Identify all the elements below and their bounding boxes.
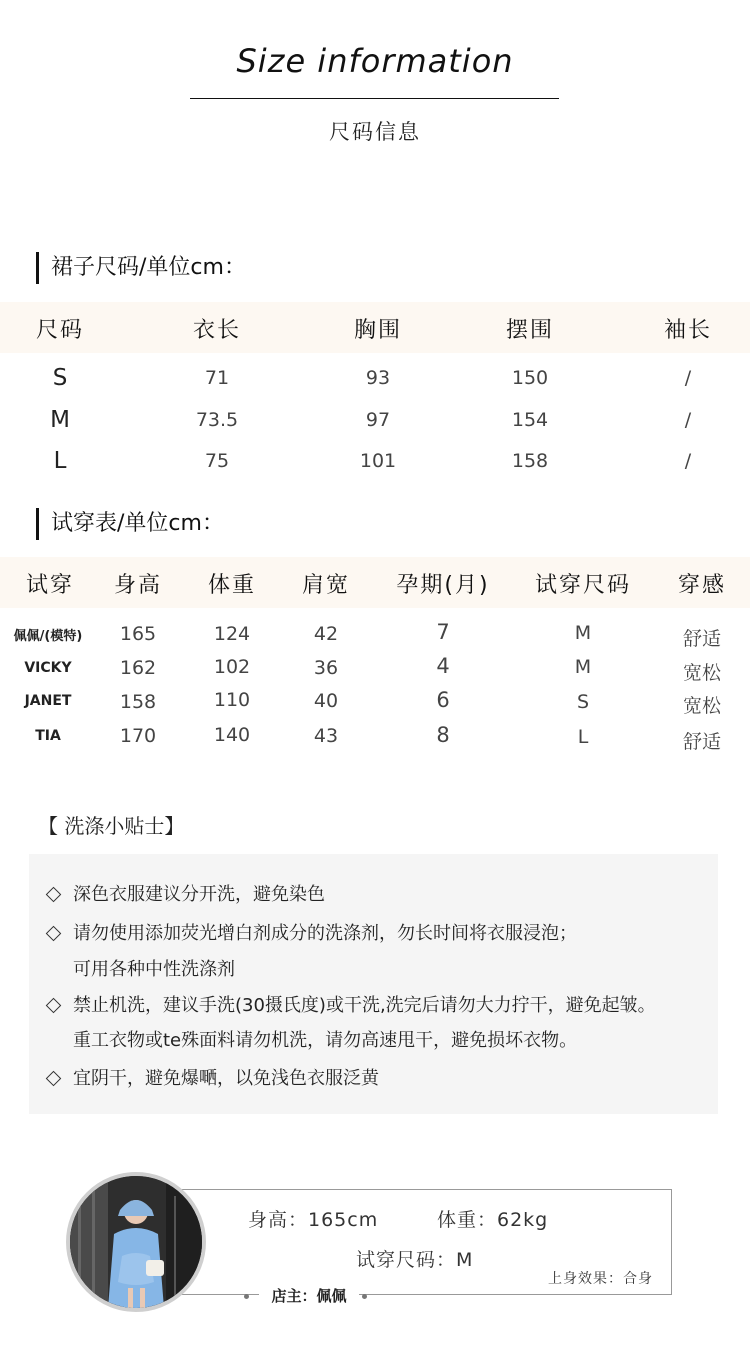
table-header: 孕期(月) xyxy=(396,573,490,598)
table-cell: 舒适 xyxy=(682,731,722,753)
table-header: 试穿 xyxy=(25,573,75,598)
model-height: 身高：165cm xyxy=(248,1209,379,1231)
care-tip-continued: 重工衣物或te殊面料请勿机洗，请勿高速甩干，避免损坏衣物。 xyxy=(73,1030,578,1051)
model-photo-icon xyxy=(70,1176,202,1308)
table-cell: L xyxy=(53,448,67,474)
table-cell: 43 xyxy=(313,725,339,747)
diamond-bullet-icon xyxy=(46,997,62,1013)
table-cell: JANET xyxy=(24,693,72,709)
table-cell: 170 xyxy=(119,725,157,747)
table-cell: 97 xyxy=(365,409,391,431)
divider-dot xyxy=(362,1294,367,1299)
care-tip: 宜阴干，避免爆嗮，以免浅色衣服泛黄 xyxy=(45,1064,379,1090)
table-cell: 162 xyxy=(119,657,157,679)
table-cell: / xyxy=(684,409,692,431)
table-header: 尺码 xyxy=(35,318,85,343)
care-tip: 禁止机洗，建议手洗(30摄氏度)或干洗,洗完后请勿大力拧干，避免起皱。 xyxy=(45,991,656,1017)
model-avatar xyxy=(66,1172,206,1312)
care-tip-continued: 可用各种中性洗涤剂 xyxy=(73,959,235,980)
table-cell: S xyxy=(576,691,590,713)
table-cell: 110 xyxy=(213,689,251,711)
diamond-bullet-icon xyxy=(46,1070,62,1086)
table-cell: TIA xyxy=(35,728,61,744)
table-cell: 165 xyxy=(119,623,157,645)
table-cell: 宽松 xyxy=(682,695,722,717)
table-cell: 101 xyxy=(359,450,397,472)
table-header: 衣长 xyxy=(192,318,242,343)
table-cell: 宽松 xyxy=(682,662,722,684)
page-title-cn: 尺码信息 xyxy=(329,120,421,144)
table-cell: 73.5 xyxy=(195,409,239,431)
care-tip: 深色衣服建议分开洗，避免染色 xyxy=(45,880,325,906)
table-cell: S xyxy=(52,365,68,391)
table-header: 穿感 xyxy=(677,573,727,598)
skirt-size-title: 裙子尺码/单位cm： xyxy=(36,252,246,284)
table-cell: 150 xyxy=(511,367,549,389)
tryon-table-title: 试穿表/单位cm： xyxy=(36,508,224,540)
table-cell: 140 xyxy=(213,724,251,746)
table-header: 摆围 xyxy=(505,318,555,343)
table-cell: 102 xyxy=(213,656,251,678)
table-header: 胸围 xyxy=(353,318,403,343)
table-cell: 4 xyxy=(436,654,450,678)
table-cell: 124 xyxy=(213,623,251,645)
table-header: 试穿尺码 xyxy=(534,573,632,598)
table-cell: 36 xyxy=(313,657,339,679)
model-weight: 体重：62kg xyxy=(437,1209,549,1231)
table-cell: 6 xyxy=(436,688,450,712)
table-cell: 40 xyxy=(313,690,339,712)
table-cell: 佩佩/(模特) xyxy=(13,629,83,644)
model-fit-effect: 上身效果：合身 xyxy=(548,1271,653,1287)
table-cell: M xyxy=(50,407,70,433)
table-header: 袖长 xyxy=(663,318,713,343)
table-cell: 42 xyxy=(313,623,339,645)
table-cell: VICKY xyxy=(24,660,72,676)
page-title-en: Size information xyxy=(236,42,514,80)
diamond-bullet-icon xyxy=(46,925,62,941)
care-tip: 请勿使用添加荧光增白剂成分的洗涤剂，勿长时间将衣服浸泡； xyxy=(45,919,577,945)
table-cell: / xyxy=(684,367,692,389)
table-cell: M xyxy=(574,656,592,678)
table-cell: 154 xyxy=(511,409,549,431)
table-header: 体重 xyxy=(207,573,257,598)
tryon-table-header-band xyxy=(0,557,750,608)
table-cell: 舒适 xyxy=(682,628,722,650)
table-cell: 158 xyxy=(511,450,549,472)
title-divider xyxy=(190,98,559,99)
table-cell: 93 xyxy=(365,367,391,389)
table-cell: 8 xyxy=(436,723,450,747)
table-cell: M xyxy=(574,622,592,644)
divider-dot xyxy=(244,1294,249,1299)
model-size: 试穿尺码：M xyxy=(356,1249,474,1271)
table-cell: 75 xyxy=(204,450,230,472)
table-header: 身高 xyxy=(113,573,163,598)
table-cell: 158 xyxy=(119,691,157,713)
shop-owner-label: 店主：佩佩 xyxy=(259,1282,359,1310)
table-cell: 7 xyxy=(436,620,450,644)
table-cell: L xyxy=(577,726,589,748)
diamond-bullet-icon xyxy=(46,886,62,902)
table-cell: 71 xyxy=(204,367,230,389)
table-cell: / xyxy=(684,450,692,472)
care-tips-title: 【 洗涤小贴士】 xyxy=(38,814,185,838)
table-header: 肩宽 xyxy=(301,573,351,598)
